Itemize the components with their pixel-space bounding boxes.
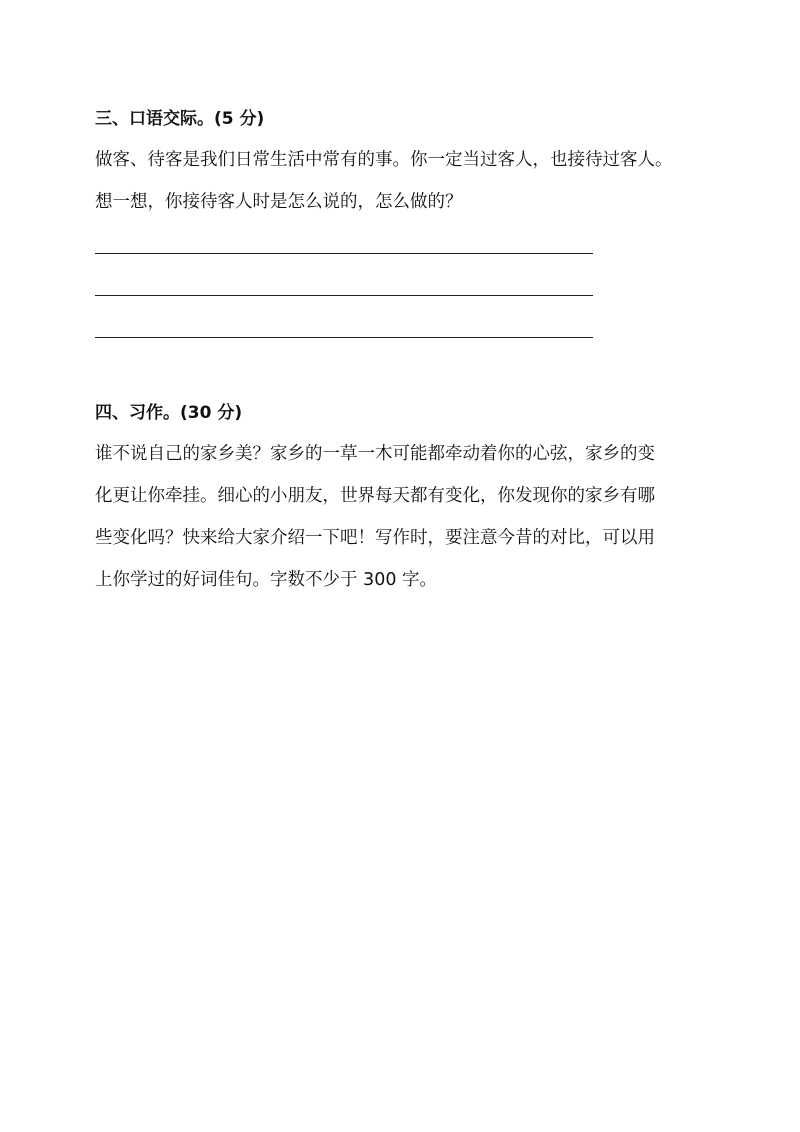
answer-line-1[interactable]: [95, 253, 593, 254]
section4-prompt-line-4: 上你学过的好词佳句。字数不少于 300 字。: [95, 570, 438, 590]
section3-prompt-line-1: 做客、待客是我们日常生活中常有的事。你一定当过客人，也接待过客人。: [95, 150, 673, 170]
section4-prompt-line-1: 谁不说自己的家乡美？家乡的一草一木可能都牵动着你的心弦，家乡的变: [95, 444, 655, 464]
section4-prompt-line-2: 化更让你牵挂。细心的小朋友，世界每天都有变化，你发现你的家乡有哪: [95, 486, 655, 506]
section3-heading: 三、口语交际。(5 分): [95, 109, 265, 129]
answer-line-2[interactable]: [95, 295, 593, 296]
answer-line-3[interactable]: [95, 337, 593, 338]
section4-prompt-line-3: 些变化吗？快来给大家介绍一下吧！写作时，要注意今昔的对比，可以用: [95, 528, 655, 548]
section4-heading: 四、习作。(30 分): [95, 403, 243, 423]
section3-prompt-line-2: 想一想，你接待客人时是怎么说的，怎么做的？: [95, 192, 463, 212]
